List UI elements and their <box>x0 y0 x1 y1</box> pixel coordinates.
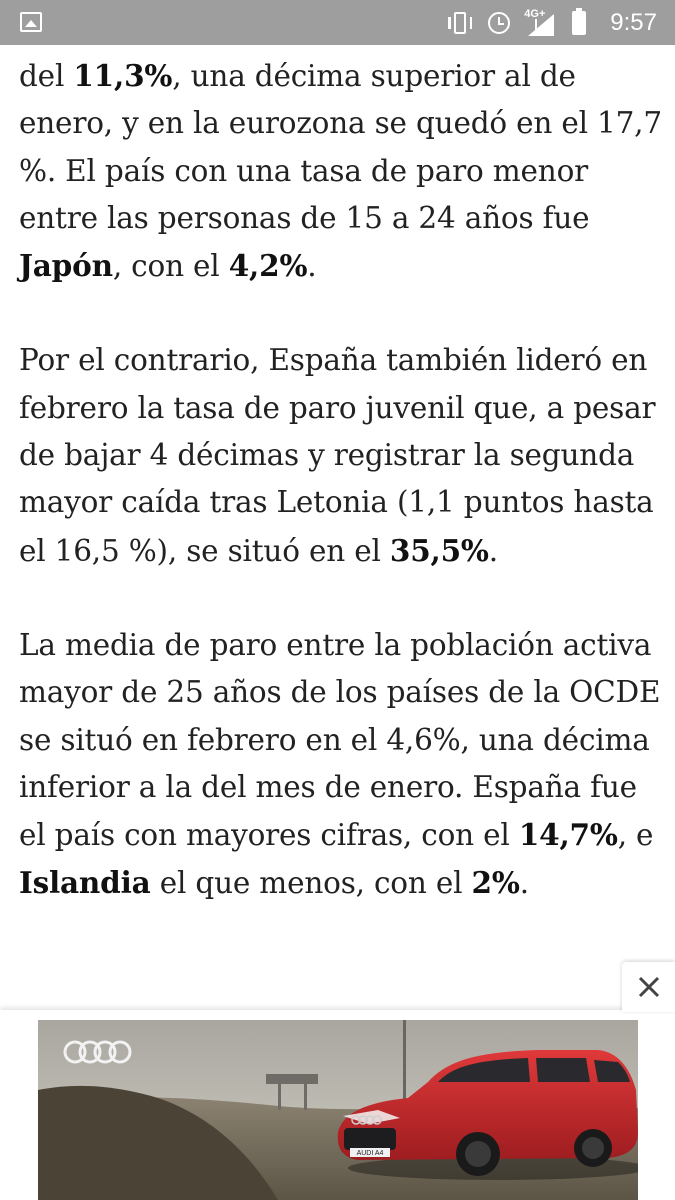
clock: 9:57 <box>610 8 657 36</box>
paragraph-3 <box>19 622 664 908</box>
p1-bold-3: 4,2% <box>228 248 308 284</box>
status-bar <box>0 0 675 45</box>
ad-image <box>38 1020 638 1200</box>
status-icons <box>446 0 657 45</box>
ad-close-button[interactable] <box>622 962 675 1012</box>
license-plate: AUDI A4 <box>356 1150 384 1157</box>
p2-text-1: Por el contrario, España también lideró en febrero la tasa de paro juvenil que, a pesar de bajar 4 décimas y registrar la segunda mayor caída tras Letonia (1,1 puntos hasta el 16,5 %), se situó en el <box>19 343 656 568</box>
p1-text-4: . <box>307 249 317 284</box>
ad-banner[interactable] <box>38 1020 638 1200</box>
signal-icon <box>524 8 558 38</box>
close-icon[interactable] <box>637 975 661 999</box>
image-icon <box>20 12 42 32</box>
article-body <box>19 52 664 908</box>
p1-text-2: , una décima superior al de enero, y en la eurozona se quedó en el 17,7 %. El país con una tasa de paro menor entre las personas de 15 a 24 años fue <box>19 59 662 235</box>
p3-bold-1: 14,7% <box>518 817 618 853</box>
p2-bold-1: 35,5% <box>389 532 489 568</box>
alarm-icon <box>488 12 510 34</box>
p1-bold-2: Japón <box>19 248 113 284</box>
p1-bold-1: 11,3% <box>73 58 173 93</box>
p3-text-2: , e <box>617 818 654 853</box>
p1-text-1: del <box>19 59 74 93</box>
p3-text-1: La media de paro entre la población activa mayor de 25 años de los países de la OCDE se situó en febrero en el 4,6%, una décima inferior a la del mes de enero. España fue el país con mayores cifras, con el <box>19 627 661 853</box>
paragraph-1 <box>19 52 664 290</box>
network-type: 4G+ <box>524 7 546 20</box>
vibrate-icon <box>446 10 474 36</box>
p1-text-3: , con el <box>112 249 229 284</box>
p3-text-3: el que menos, con el <box>150 866 472 901</box>
paragraph-2 <box>19 337 664 574</box>
p3-bold-2: Islandia <box>19 865 151 901</box>
battery-icon <box>572 11 586 35</box>
p3-bold-3: 2% <box>471 865 520 901</box>
p3-text-4: . <box>519 866 529 901</box>
p2-text-2: . <box>488 533 498 568</box>
